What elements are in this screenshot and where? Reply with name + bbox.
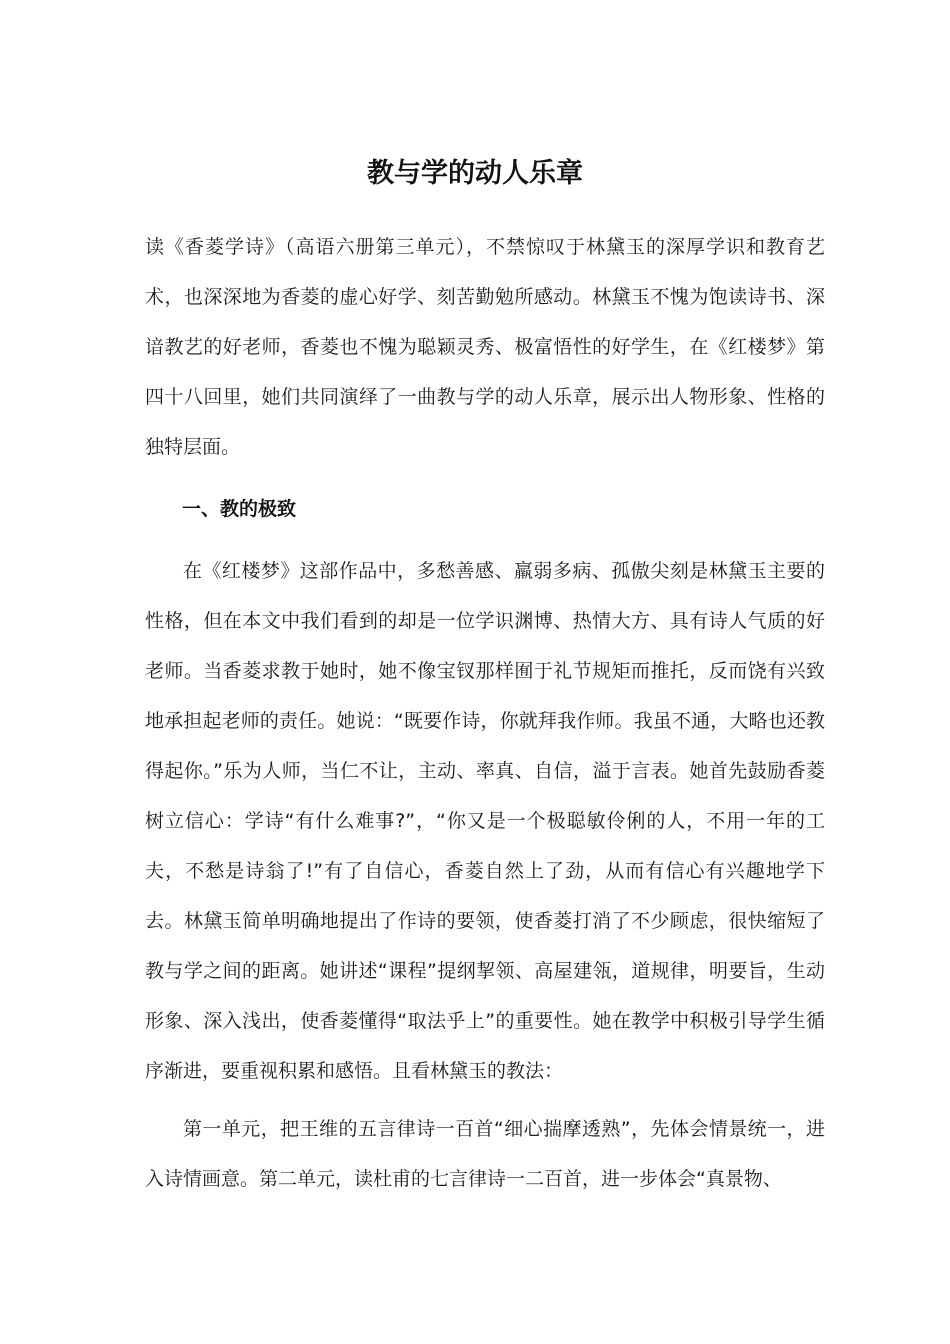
section-heading: 一、教的极致: [182, 498, 297, 520]
section-paragraph-1: 在《红楼梦》这部作品中，多愁善感、羸弱多病、孤傲尖刻是林黛玉主要的性格，但在本文中我们看到的却是一位学识渊博、热情大方、具有诗人气质的好老师。当香菱求教于她时，她不像宝钗那样囿于礼节规矩而推托，反而饶有兴致地承担起老师的责任。她说：“既要作诗，你就拜我作师。我虽不通，大略也还教得起你。”乐为人师，当仁不让，主动、率真、自信，溢于言表。她首先鼓励香菱树立信心：学诗“有什么难事?”，“你又是一个极聪敏伶俐的人，不用一年的工夫，不愁是诗翁了!”有了自信心，香菱自然上了劲，从而有信心有兴趣地学下去。林黛玉简单明确地提出了作诗的要领，使香菱打消了不少顾虑，很快缩短了教与学之间的距离。她讲述“课程”提纲挈领、高屋建瓴，道规律，明要旨，生动形象、深入浅出，使香菱懂得“取法乎上”的重要性。她在教学中积极引导学生循序渐进，要重视积累和感悟。且看林黛玉的教法：: [145, 560, 825, 1082]
intro-paragraph: 读《香菱学诗》（高语六册第三单元），不禁惊叹于林黛玉的深厚学识和教育艺术，也深深地为香菱的虚心好学、刻苦勤勉所感动。林黛玉不愧为饱读诗书、深谙教艺的好老师，香菱也不愧为聪颖灵秀、极富悟性的好学生，在《红楼梦》第四十八回里，她们共同演绎了一曲教与学的动人乐章，展示出人物形象、性格的独特层面。: [145, 236, 825, 458]
section-paragraph-2: 第一单元，把王维的五言律诗一百首“细心揣摩透熟”，先体会情景统一，进入诗情画意。第二单元，读杜甫的七言律诗一二百首，进一步体会“真景物、: [145, 1118, 825, 1190]
document-title: 教与学的动人乐章: [367, 158, 583, 189]
